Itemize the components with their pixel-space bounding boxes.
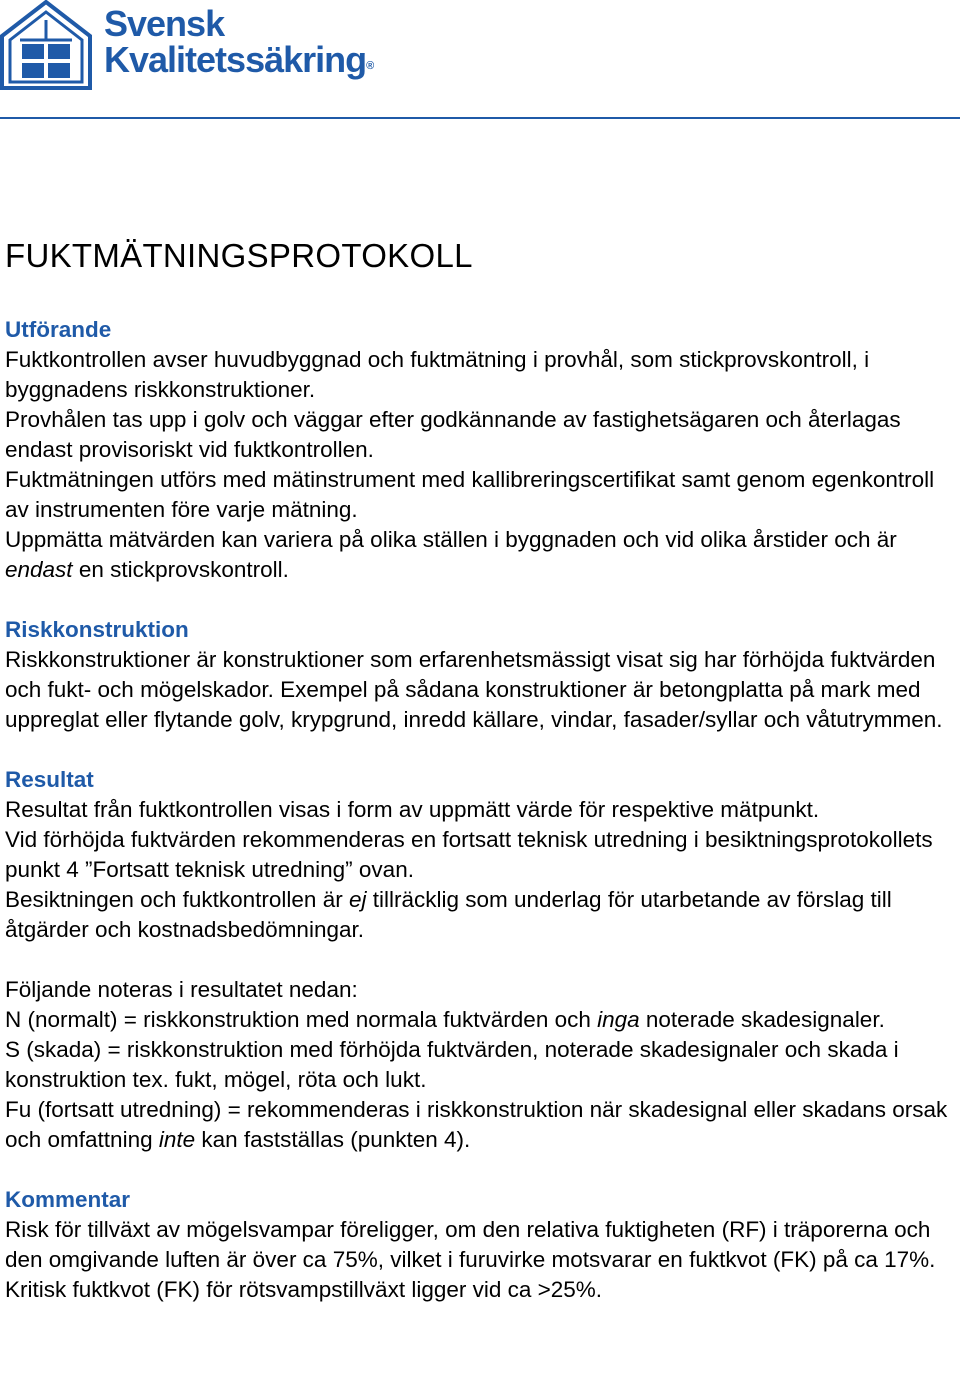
resultat-paragraph-1: Resultat från fuktkontrollen visas i form av uppmätt värde för respektive mätpunkt. [5, 797, 820, 822]
noteras-n [5, 1005, 957, 1035]
utforande-paragraph-2: Provhålen tas upp i golv och väggar efter godkännande av fastighetsägaren och återlagas endast provisoriskt vid fuktkontrollen. [5, 407, 901, 462]
noteras-intro: Följande noteras i resultatet nedan: [5, 977, 358, 1002]
section-kommentar [5, 1185, 957, 1305]
brand-line-2-text: Kvalitetssäkring [104, 39, 367, 80]
section-noteras [5, 975, 957, 1155]
section-riskkonstruktion [5, 615, 957, 735]
resultat-paragraph-2: Vid förhöjda fuktvärden rekommenderas en fortsatt teknisk utredning i besiktningsprotokollets punkt 4 ”Fortsatt teknisk utredning” ovan. [5, 827, 933, 882]
kommentar-paragraph: Risk för tillväxt av mögelsvampar föreligger, om den relativa fuktigheten (RF) i träporerna och den omgivande luften är över ca 75%, vilket i furuvirke motsvarar en fuktkvot (FK) på ca 17%. Kritisk fuktkvot (FK) för rötsvampstillväxt ligger vid ca >25%. [5, 1217, 936, 1302]
noteras-n-text-b: noterade skadesignaler. [639, 1007, 885, 1032]
utforande-p4-text-a: Uppmätta mätvärden kan variera på olika ställen i byggnaden och vid olika årstider och är [5, 527, 897, 552]
brand-line-1: Svensk [104, 3, 225, 44]
utforande-p4-text-b: en stickprovskontroll. [72, 557, 289, 582]
heading-riskkonstruktion: Riskkonstruktion [5, 617, 189, 642]
noteras-fu-emphasis: inte [158, 1127, 196, 1152]
noteras-fu-text-a: Fu (fortsatt utredning) = rekommenderas i riskkonstruktion när skadesignal eller skadans orsak och omfattning [5, 1097, 948, 1152]
heading-resultat: Resultat [5, 767, 94, 792]
heading-kommentar: Kommentar [5, 1187, 131, 1212]
noteras-fu [5, 1095, 957, 1155]
brand-line-2 [104, 40, 374, 80]
noteras-n-text-a: N (normalt) = riskkonstruktion med normala fuktvärden och [5, 1007, 598, 1032]
resultat-p3-text-b: tillräcklig som underlag för utarbetande av förslag till åtgärder och kostnadsbedömningar. [5, 887, 892, 942]
resultat-paragraph-3 [5, 885, 957, 945]
section-resultat [5, 765, 957, 945]
heading-utforande: Utförande [5, 317, 112, 342]
resultat-p3-text-a: Besiktningen och fuktkontrollen är [5, 887, 349, 912]
utforande-paragraph-3: Fuktmätningen utförs med mätinstrument med kallibreringscertifikat samt genom egenkontroll av instrumenten före varje mätning. [5, 467, 935, 522]
riskkonstruktion-paragraph: Riskkonstruktioner är konstruktioner som erfarenhetsmässigt visat sig har förhöjda fuktvärden och fukt- och mögelskador. Exempel på sådana konstruktioner är betongplatta på mark med uppreglat eller flytande golv, krypgrund, inredd källare, vindar, fasader/syllar och våtutrymmen. [5, 647, 943, 732]
section-utforande [5, 315, 957, 585]
noteras-n-emphasis: inga [597, 1007, 640, 1032]
resultat-p3-emphasis: ej [348, 887, 367, 912]
utforande-p4-emphasis: endast [5, 557, 73, 582]
utforande-paragraph-1: Fuktkontrollen avser huvudbyggnad och fuktmätning i provhål, som stickprovskontroll, i byggnadens riskkonstruktioner. [5, 347, 870, 402]
page-title: FUKTMÄTNINGSPROTOKOLL [5, 237, 473, 274]
registered-mark: ® [366, 60, 375, 72]
house-icon [0, 0, 92, 90]
document-body [5, 234, 957, 1335]
noteras-s: S (skada) = riskkonstruktion med förhöjda fuktvärden, noterade skadesignaler och skada i konstruktion tex. fukt, mögel, röta och lukt. [5, 1037, 899, 1092]
header-divider [0, 117, 960, 119]
utforande-paragraph-4 [5, 525, 957, 585]
page-header [0, 0, 960, 122]
brand-name [104, 4, 374, 80]
noteras-fu-text-b: kan fastställas (punkten 4). [195, 1127, 471, 1152]
